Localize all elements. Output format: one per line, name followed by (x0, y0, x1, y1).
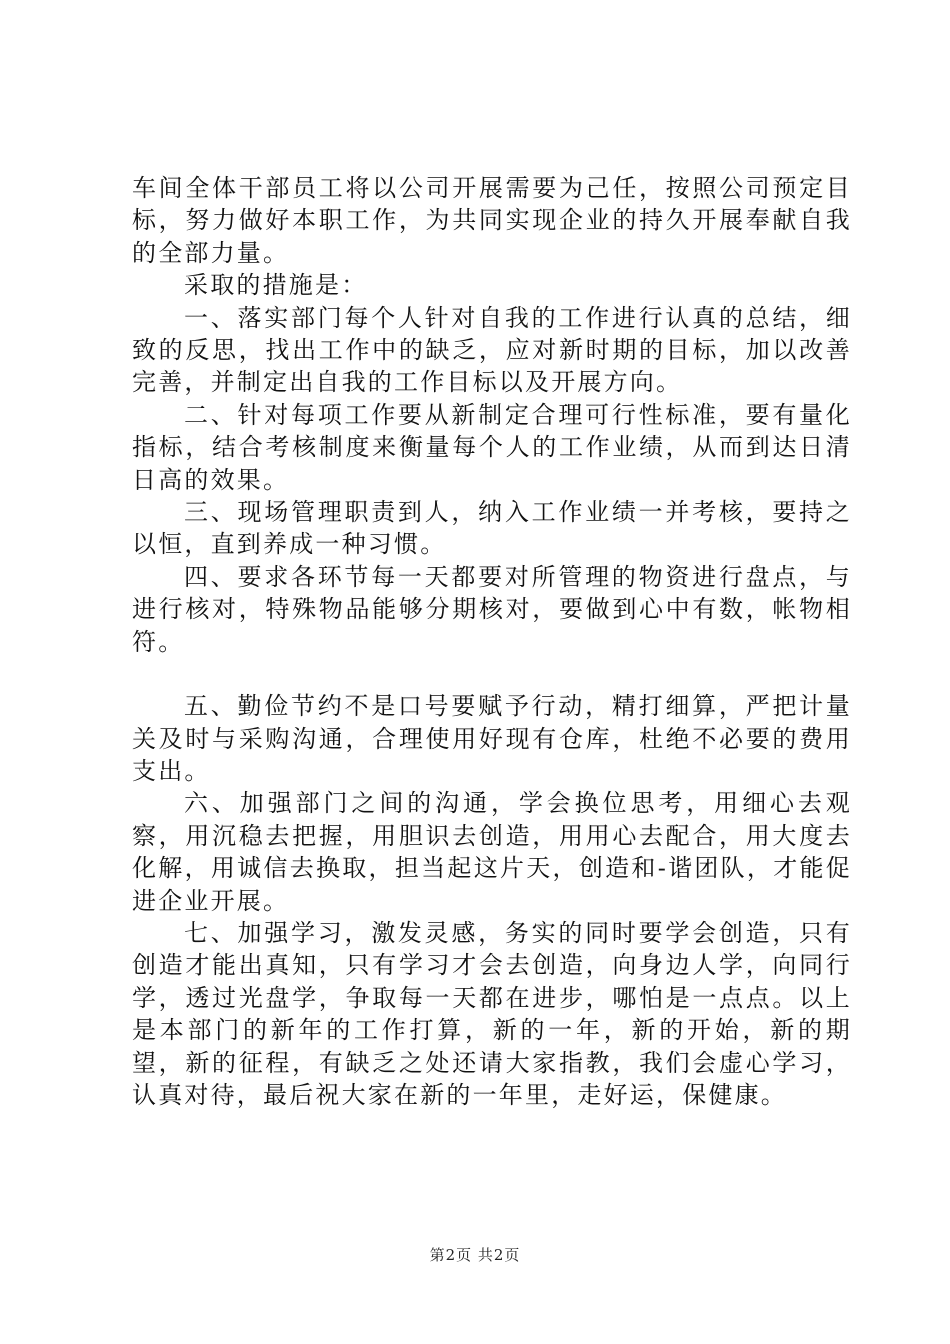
paragraph-measure-6: 六、加强部门之间的沟通，学会换位思考，用细心去观察，用沉稳去把握，用胆识去创造，用用心去配合，用大度去化解，用诚信去换取，担当起这片天，创造和-谐团队，才能促进企业开展。 (132, 789, 852, 915)
paragraph-measures-heading: 采取的措施是： (184, 271, 368, 300)
paragraph-measure-7: 七、加强学习，激发灵感，务实的同时要学会创造，只有创造才能出真知，只有学习才会去创造，向身边人学，向同行学，透过光盘学，争取每一天都在进步，哪怕是一点点。以上是本部门的新年的工作打算，新的一年，新的开始，新的期望，新的征程，有缺乏之处还请大家指教，我们会虚心学习，认真对待，最后祝大家在新的一年里，走好运，保健康。 (132, 918, 852, 1109)
paragraph-intro: 车间全体干部员工将以公司开展需要为己任，按照公司预定目标，努力做好本职工作，为共同实现企业的持久开展奉献自我的全部力量。 (132, 174, 852, 267)
paragraph-measure-4: 四、要求各环节每一天都要对所管理的物资进行盘点，与进行核对，特殊物品能够分期核对，要做到心中有数，帐物相符。 (132, 562, 852, 656)
paragraph-measure-5: 五、勤俭节约不是口号要赋予行动，精打细算，严把计量关及时与采购沟通，合理使用好现有仓库，杜绝不必要的费用支出。 (132, 692, 852, 785)
paragraph-measure-3: 三、现场管理职责到人，纳入工作业绩一并考核，要持之以恒，直到养成一种习惯。 (132, 498, 852, 559)
paragraph-measure-1: 一、落实部门每个人针对自我的工作进行认真的总结，细致的反思，找出工作中的缺乏，应对新时期的目标，加以改善完善，并制定出自我的工作目标以及开展方向。 (132, 303, 852, 397)
paragraph-measure-2: 二、针对每项工作要从新制定合理可行性标准，要有量化指标，结合考核制度来衡量每个人的工作业绩，从而到达日清日高的效果。 (132, 400, 852, 494)
document-body (132, 172, 852, 1111)
page-number-footer: 第2页 共2页 (429, 1246, 521, 1264)
